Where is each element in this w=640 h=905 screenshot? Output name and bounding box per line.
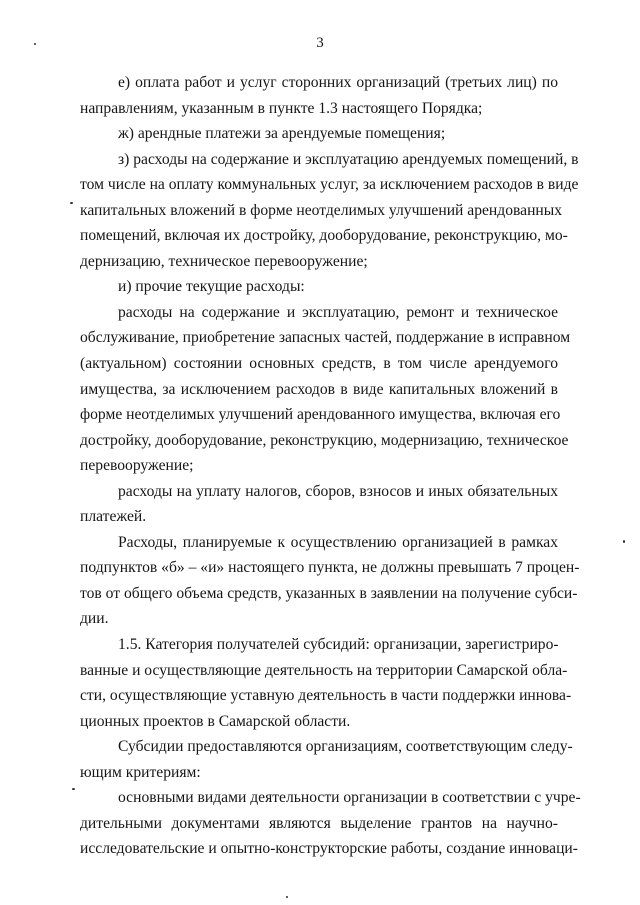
text-line: том числе на оплату коммунальных услуг, за исключением расходов в виде (80, 176, 579, 194)
text-line: Субсидии предоставляются организациям, соответствующим следу- (118, 738, 573, 756)
text-line: ванные и осуществляющие деятельность на территории Самарской обла- (80, 661, 568, 679)
text-line: (актуальном) состоянии основных средств, в том числе арендуемого (80, 355, 558, 373)
scan-speck (286, 896, 288, 898)
document-body (80, 70, 581, 862)
text-line: платежей. (80, 508, 147, 526)
text-line: е) оплата работ и услуг сторонних организаций (третьих лиц) по (118, 74, 558, 91)
text-line: помещений, включая их достройку, дооборудование, реконструкцию, мо- (80, 227, 568, 245)
text-line: ющим критериям: (80, 763, 201, 781)
text-line: ж) арендные платежи за арендуемые помещения; (118, 125, 446, 143)
text-line: форме неотделимых улучшений арендованного имущества, включая его (80, 406, 561, 424)
page-number: 3 (316, 35, 324, 51)
text-line: и) прочие текущие расходы: (118, 278, 305, 296)
text-line: сти, осуществляющие уставную деятельность в части поддержки иннова- (80, 687, 572, 705)
text-line: подпунктов «б» – «и» настоящего пункта, не должны превышать 7 процен- (80, 559, 580, 577)
scan-speck (72, 788, 75, 790)
text-line: капитальных вложений в форме неотделимых улучшений арендованных (80, 201, 563, 219)
text-line: достройку, дооборудование, реконструкцию, модернизацию, техническое (80, 431, 569, 449)
text-line: ционных проектов в Самарской области. (80, 712, 351, 730)
text-line: Расходы, планируемые к осуществлению организацией в рамках (118, 533, 558, 551)
text-line: обслуживание, приобретение запасных частей, поддержание в исправном (80, 329, 571, 347)
text-line: основными видами деятельности организации в соответствии с учре- (118, 789, 581, 807)
text-line: расходы на уплату налогов, сборов, взносов и иных обязательных (118, 482, 558, 500)
text-line: дительными документами являются выделение грантов на научно- (80, 814, 558, 832)
text-line: дии. (80, 610, 109, 628)
scan-speck (70, 202, 73, 204)
text-line: дернизацию, техническое перевооружение; (80, 252, 368, 270)
text-line: направлениям, указанным в пункте 1.3 настоящего Порядка; (80, 99, 483, 117)
text-line: имущества, за исключением расходов в виде капитальных вложений в (80, 380, 558, 398)
text-line: расходы на содержание и эксплуатацию, ремонт и техническое (118, 303, 558, 321)
scan-speck (623, 540, 625, 543)
text-line: исследовательские и опытно-конструкторские работы, создание инноваци- (80, 840, 578, 858)
text-line: з) расходы на содержание и эксплуатацию арендуемых помещений, в (118, 150, 579, 168)
text-line: 1.5. Категория получателей субсидий: организации, зарегистриро- (118, 636, 559, 654)
scan-speck (34, 43, 36, 45)
text-line: тов от общего объема средств, указанных в заявлении на получение субси- (80, 584, 578, 602)
text-line: перевооружение; (80, 457, 194, 475)
